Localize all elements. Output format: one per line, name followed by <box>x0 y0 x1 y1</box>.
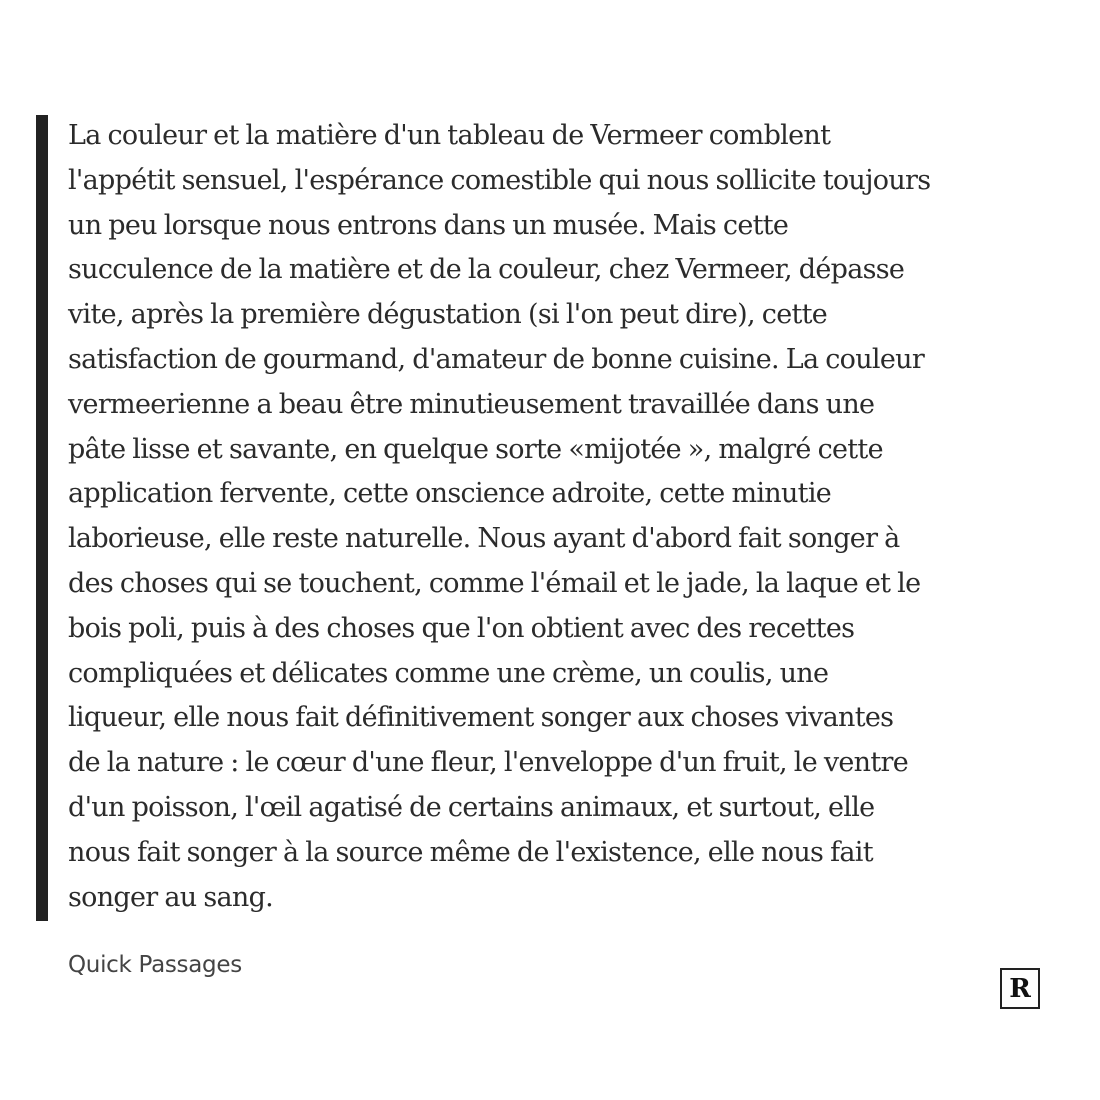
passage-line: songer au sang. <box>68 881 274 913</box>
passage-line: succulence de la matière et de la couleur, chez Vermeer, dépasse <box>68 254 905 286</box>
passage-line: nous fait songer à la source même de l'existence, elle nous fait <box>68 836 873 868</box>
passage-line: un peu lorsque nous entrons dans un musée. Mais cette <box>68 209 789 241</box>
passage-line: pâte lisse et savante, en quelque sorte «mijotée », malgré cette <box>68 433 883 465</box>
passage-line: vermeerienne a beau être minutieusement travaillée dans une <box>68 388 875 420</box>
passage-line: vite, après la première dégustation (si l'on peut dire), cette <box>68 299 828 331</box>
quote-bar <box>36 115 48 921</box>
brand-logo-icon <box>1000 968 1040 1009</box>
passage-line: compliquées et délicates comme une crème, un coulis, une <box>68 657 829 689</box>
passage-line: application fervente, cette onscience adroite, cette minutie <box>68 478 832 510</box>
passage-line: satisfaction de gourmand, d'amateur de bonne cuisine. La couleur <box>68 343 925 375</box>
logo-letter: R <box>1009 973 1031 1004</box>
passage-line: l'appétit sensuel, l'espérance comestible qui nous sollicite toujours <box>68 164 931 196</box>
source-label: Quick Passages <box>68 952 242 978</box>
passage-line: d'un poisson, l'œil agatisé de certains animaux, et surtout, elle <box>68 791 875 823</box>
quote-passage <box>68 114 1068 920</box>
passage-line: de la nature : le cœur d'une fleur, l'enveloppe d'un fruit, le ventre <box>68 747 909 779</box>
passage-line: des choses qui se touchent, comme l'émail et le jade, la laque et le <box>68 567 921 599</box>
passage-line: liqueur, elle nous fait définitivement songer aux choses vivantes <box>68 702 894 734</box>
passage-line: laborieuse, elle reste naturelle. Nous ayant d'abord fait songer à <box>68 523 900 555</box>
passage-line: bois poli, puis à des choses que l'on obtient avec des recettes <box>68 612 855 644</box>
passage-line: La couleur et la matière d'un tableau de Vermeer comblent <box>68 120 831 151</box>
